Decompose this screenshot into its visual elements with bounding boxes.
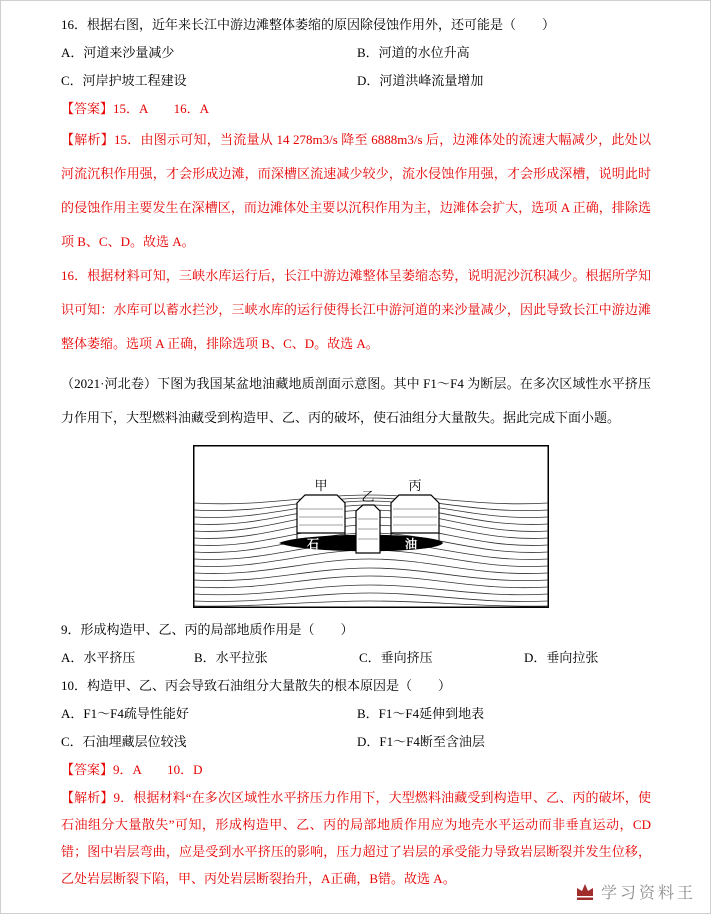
- geology-cross-section-figure: [193, 445, 549, 608]
- label-you: 油: [404, 537, 418, 551]
- label-yi: 乙: [361, 489, 375, 504]
- analysis-paragraph-15: 【解析】15．由图示可知，当流量从 14 278m3/s 降至 6888m3/s 后，边滩体处的流速大幅减少，此处以河流沉积作用强，才会形成边滩，而深槽区流速减少较少，流水侵蚀作用强，才会形成深槽，说明此时的侵蚀作用主要发生在深槽区，而边滩体处主要以沉积作用为主，边滩体会扩大，选项 A 正确，排除选项 B、C、D。故选 A。: [61, 132, 651, 249]
- label-bing: 丙: [408, 478, 422, 493]
- answer-line-15-16: 【答案】15．A 16．A: [61, 101, 210, 116]
- label-jia: 甲: [314, 478, 328, 493]
- option-10-b: B．F1～F4延伸到地表: [357, 706, 485, 721]
- question-16-stem: 16．根据右图，近年来长江中游边滩整体萎缩的原因除侵蚀作用外，还可能是（ ）: [61, 17, 556, 32]
- option-9-a: A．水平挤压: [61, 650, 136, 665]
- fault-block-jia: [297, 495, 345, 533]
- question-group-intro: （2021·河北卷）下图为我国某盆地油藏地质剖面示意图。其中 F1～F4 为断层。在多次区域性水平挤压力作用下，大型燃料油藏受到构造甲、乙、丙的破坏，使石油组分大量散失。据此完成下面小题。: [61, 376, 651, 425]
- option-16-b: B．河道的水位升高: [357, 45, 470, 60]
- question-10-options: [61, 700, 651, 756]
- option-16-c: C．河岸护坡工程建设: [61, 73, 187, 88]
- option-9-d: D．垂向拉张: [524, 650, 599, 665]
- question-16-options: [61, 39, 651, 95]
- analysis-paragraph-16: 16．根据材料可知，三峡水库运行后，长江中游边滩整体呈萎缩态势，说明泥沙沉积减少。根据所学知识可知：水库可以蓄水拦沙，三峡水库的运行使得长江中游河道的来沙量减少，因此导致长江中游边滩整体萎缩。选项 A 正确，排除选项 B、C、D。故选 A。: [61, 268, 651, 351]
- watermark-text: 学习资料王: [600, 885, 696, 902]
- answer-line-9-10: 【答案】9．A 10．D: [61, 762, 203, 777]
- question-10-stem: 10．构造甲、乙、丙会导致石油组分大量散失的根本原因是（ ）: [61, 678, 452, 693]
- option-16-d: D．河道洪峰流量增加: [357, 73, 484, 88]
- watermark-crown-icon: [575, 883, 595, 901]
- option-10-d: D．F1～F4断至含油层: [357, 734, 485, 749]
- analysis-paragraph-9: 【解析】9．根据材料“在多次区域性水平挤压力作用下，大型燃料油藏受到构造甲、乙、丙的破坏，使石油组分大量散失”可知，形成构造甲、乙、丙的局部地质作用应为地壳水平运动而非垂直运动，CD 错；图中岩层弯曲，应是受到水平挤压的影响，压力超过了岩层的承受能力导致岩层断裂并发生位移，乙处岩层断裂下陷，甲、丙处岩层断裂抬升，A正确，B错。故选 A。: [61, 790, 651, 886]
- question-9-stem: 9．形成构造甲、乙、丙的局部地质作用是（ ）: [61, 622, 354, 637]
- fault-block-bing: [391, 495, 439, 533]
- option-16-a: A．河道来沙量减少: [61, 45, 175, 60]
- question-9-options: [61, 644, 651, 672]
- option-10-a: A．F1～F4疏导性能好: [61, 706, 189, 721]
- option-9-b: B．水平拉张: [194, 650, 268, 665]
- option-10-c: C．石油埋藏层位较浅: [61, 734, 187, 749]
- watermark: [575, 880, 696, 903]
- cross-section-diagram: [193, 445, 549, 608]
- option-9-c: C．垂向挤压: [359, 650, 433, 665]
- label-shi: 石: [306, 537, 320, 551]
